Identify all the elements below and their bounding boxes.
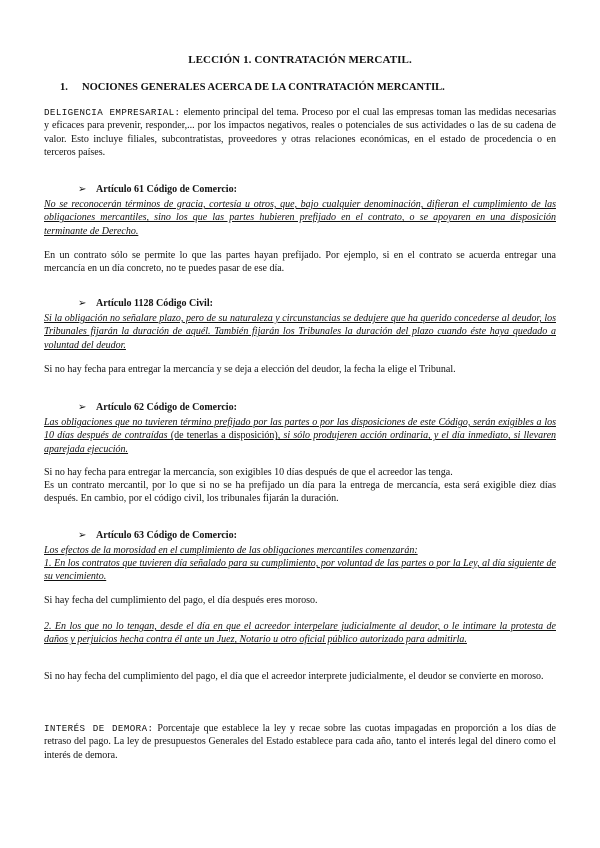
arrow-bullet-icon: ➢ — [78, 530, 87, 541]
article-63-quote-1: 1. En los contratos que tuvieren día señalado para su cumplimiento, por voluntad de las partes o por la Ley, al día siguiente de su vencimiento. — [44, 558, 556, 583]
diligencia-term: DELIGENCIA EMPRESARIAL: — [44, 107, 181, 118]
article-61-explanation: En un contrato sólo se permite lo que las partes hayan prefijado. Por ejemplo, si en el contrato se acuerda entregar una mercancía en un día concreto, no te puedes pasar de ese día. — [44, 250, 556, 275]
article-1128-explanation: Si no hay fecha para entregar la mercancía y se deja a elección del deudor, la fecha la elige el Tribunal. — [44, 364, 456, 375]
lesson-title: LECCIÓN 1. CONTRATACIÓN MERCATIL. — [188, 54, 412, 66]
arrow-bullet-icon: ➢ — [78, 184, 87, 195]
article-61-title: Artículo 61 Código de Comercio: — [96, 184, 237, 195]
interes-text: Porcentaje que establece la ley y recae sobre las cuotas impagadas en proporción a los días de retraso del pago. La ley de presupuestos Generales del Estado establece para cada año, tanto el interés legal del dinero como el interés de demora. — [44, 723, 556, 761]
article-1128-heading — [78, 298, 213, 309]
article-63-explanation-2: Si no hay fecha del cumplimiento del pago, el día que el acreedor interprete judicialmente, el deudor se convierte en moroso. — [44, 671, 544, 682]
article-63-explanation-1: Si hay fecha del cumplimiento del pago, el día después eres moroso. — [44, 595, 318, 606]
diligencia-text: elemento principal del tema. Proceso por el cual las empresas toman las medidas necesarias y eficaces para prevenir, responder,... por los impactos negativos, reales o potenciales de sus actividades o las de su cadena de valor. Esto incluye filiales, subcontratistas, proveedores y otras relaciones económicas, en el estado de procedencia o en terceros países. — [44, 107, 556, 159]
section-heading — [60, 82, 445, 93]
article-61-quote: No se reconocerán términos de gracia, cortesía u otros, que, bajo cualquier denominación, difieran el cumplimiento de las obligaciones mercantiles, sino los que las partes hubieren prefijado en el contrato, o se apoyaren en una disposición terminante de Derecho. — [44, 199, 556, 237]
article-62-title: Artículo 62 Código de Comercio: — [96, 402, 237, 413]
article-62-quote — [44, 416, 556, 456]
interes-paragraph — [44, 722, 556, 762]
article-62-heading — [78, 402, 237, 413]
article-63-heading — [78, 530, 237, 541]
article-1128-title: Artículo 1128 Código Civil: — [96, 298, 213, 309]
arrow-bullet-icon: ➢ — [78, 402, 87, 413]
article-61-heading — [78, 184, 237, 195]
article-62-explanation-1: Si no hay fecha para entregar la mercancía, son exigibles 10 días después de que el acreedor las tenga. — [44, 467, 453, 478]
diligencia-paragraph — [44, 106, 556, 160]
section-heading-text: NOCIONES GENERALES ACERCA DE LA CONTRATACIÓN MERCANTIL. — [82, 82, 445, 93]
article-1128-quote: Si la obligación no señalare plazo, pero de su naturaleza y circunstancias se dedujere que ha querido concederse al deudor, los Tribunales fijarán la duración de aquél. También fijarán los Tribunales la duración del plazo cuando éste haya quedado a voluntad del deudor. — [44, 313, 556, 351]
interes-term: INTERÉS DE DEMORA: — [44, 723, 154, 734]
article-63-quote-2: 2. En los que no lo tengan, desde el día en que el acreedor interpelare judicialmente al deudor, o le intimare la protesta de daños y perjuicios hecha contra él ante un Juez, Notario u otro oficial público autorizado para admitirla. — [44, 621, 556, 646]
section-number: 1. — [60, 82, 68, 93]
article-63-title: Artículo 63 Código de Comercio: — [96, 530, 237, 541]
article-62-quote-part-a: Las obligaciones que no tuvieren término prefijado por las partes o por las disposiciones de este Código, serán exigibles a los 10 días después de contraídas — [44, 417, 556, 442]
article-62-quote-part-c: , si sólo produjeren acción ordinaria, y el día inmediato, si llevaren aparejada ejecución. — [44, 430, 557, 455]
article-62-explanation-2: Es un contrato mercantil, por lo que si no se ha prefijado un día para la entrega de mercancía, esta será exigible diez días después. En cambio, por el código civil, los tribunales fijarán la duración. — [44, 480, 556, 505]
article-63-quote-intro: Los efectos de la morosidad en el cumplimiento de las obligaciones mercantiles comenzarán: — [44, 545, 418, 556]
arrow-bullet-icon: ➢ — [78, 298, 87, 309]
article-62-quote-aside: (de tenerlas a disposición) — [170, 430, 278, 442]
